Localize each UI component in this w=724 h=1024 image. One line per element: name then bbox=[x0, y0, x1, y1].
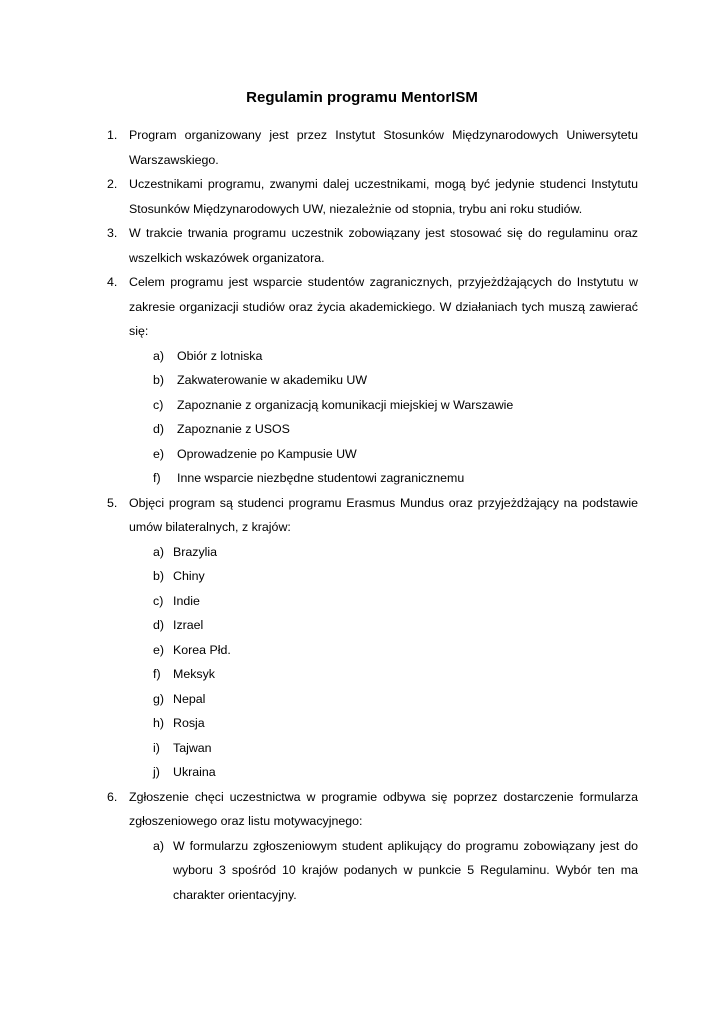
sub-item-label: d) bbox=[153, 618, 165, 632]
sub-item-label: a) bbox=[153, 838, 165, 853]
list-item bbox=[0, 172, 724, 221]
sub-item-text: Rosja bbox=[173, 716, 205, 730]
sub-item-text: Indie bbox=[173, 593, 200, 608]
page-title: Regulamin programu MentorISM bbox=[246, 89, 478, 106]
sub-item-text: Meksyk bbox=[173, 667, 215, 681]
list-item bbox=[0, 785, 724, 834]
sub-item bbox=[0, 736, 724, 761]
sub-item-text: Ukraina bbox=[173, 765, 216, 779]
sub-item-label: a) bbox=[153, 544, 165, 559]
item-number: 2. bbox=[107, 177, 118, 191]
sub-item bbox=[0, 540, 724, 565]
sub-item bbox=[0, 687, 724, 712]
sub-item-label: i) bbox=[153, 740, 160, 755]
sub-item-label: e) bbox=[153, 642, 165, 657]
item-number: 1. bbox=[107, 128, 118, 142]
sub-item bbox=[0, 711, 724, 736]
sub-item-text: Inne wsparcie niezbędne studentowi zagranicznemu bbox=[177, 471, 465, 485]
sub-item-label: d) bbox=[153, 422, 165, 436]
sub-item bbox=[0, 393, 724, 418]
sub-item-text: Zapoznanie z organizacją komunikacji miejskiej w Warszawie bbox=[177, 397, 514, 412]
item-text: Objęci program są studenci programu Erasmus Mundus oraz przyjeżdżający na podstawie umów bilateralnych, z krajów: bbox=[129, 495, 638, 534]
item-text: W trakcie trwania programu uczestnik zobowiązany jest stosować się do regulaminu oraz wszelkich wskazówek organizatora. bbox=[129, 226, 638, 265]
list-item bbox=[0, 123, 724, 172]
item-number: 6. bbox=[107, 789, 118, 804]
list-item bbox=[0, 270, 724, 344]
sub-item bbox=[0, 344, 724, 369]
sub-item bbox=[0, 417, 724, 442]
item-number: 3. bbox=[107, 226, 118, 240]
sub-item bbox=[0, 466, 724, 491]
sub-item-text: Obiór z lotniska bbox=[177, 348, 263, 363]
sub-item bbox=[0, 834, 724, 908]
sub-item-text: Korea Płd. bbox=[173, 642, 231, 657]
sub-item bbox=[0, 613, 724, 638]
sub-item bbox=[0, 638, 724, 663]
sub-item-label: f) bbox=[153, 471, 161, 485]
list-item bbox=[0, 221, 724, 270]
item-number: 4. bbox=[107, 275, 118, 289]
item-number: 5. bbox=[107, 495, 118, 510]
sub-item-label: a) bbox=[153, 348, 165, 363]
item-text: Celem programu jest wsparcie studentów zagranicznych, przyjeżdżających do Instytutu w zakresie organizacji studiów oraz życia akademickiego. W działaniach tych muszą zawierać się: bbox=[129, 275, 638, 338]
sub-item-label: g) bbox=[153, 691, 165, 706]
sub-item-label: f) bbox=[153, 667, 161, 681]
sub-item-label: e) bbox=[153, 446, 165, 461]
item-text: Zgłoszenie chęci uczestnictwa w programie odbywa się poprzez dostarczenie formularza zgłoszeniowego oraz listu motywacyjnego: bbox=[129, 789, 638, 828]
item-text: Program organizowany jest przez Instytut Stosunków Międzynarodowych Uniwersytetu Warszawskiego. bbox=[129, 128, 638, 167]
sub-item-label: b) bbox=[153, 373, 165, 387]
list-item bbox=[0, 491, 724, 540]
regulations-list bbox=[0, 123, 724, 907]
sub-item-text: Oprowadzenie po Kampusie UW bbox=[177, 446, 357, 461]
sub-item-label: c) bbox=[153, 397, 164, 412]
sub-item bbox=[0, 442, 724, 467]
sub-item-text: Tajwan bbox=[173, 740, 212, 755]
sub-item bbox=[0, 662, 724, 687]
sub-item-label: j) bbox=[153, 765, 160, 779]
sub-item-label: b) bbox=[153, 569, 165, 583]
sub-item-text: Zapoznanie z USOS bbox=[177, 422, 290, 436]
sub-item-text: Brazylia bbox=[173, 544, 218, 559]
sub-item bbox=[0, 760, 724, 785]
sub-item bbox=[0, 564, 724, 589]
sub-item-text: W formularzu zgłoszeniowym student aplikujący do programu zobowiązany jest do wyboru 3 spośród 10 krajów podanych w punkcie 5 Regulaminu. Wybór ten ma charakter orientacyjny. bbox=[173, 838, 638, 902]
sub-item-text: Chiny bbox=[173, 569, 205, 583]
item-text: Uczestnikami programu, zwanymi dalej uczestnikami, mogą być jedynie studenci Instytutu Stosunków Międzynarodowych UW, niezależnie od stopnia, trybu ani roku studiów. bbox=[129, 177, 638, 216]
sub-item bbox=[0, 589, 724, 614]
sub-item-text: Nepal bbox=[173, 691, 206, 706]
sub-item-text: Zakwaterowanie w akademiku UW bbox=[177, 373, 368, 387]
sub-item-label: c) bbox=[153, 593, 164, 608]
sub-item-label: h) bbox=[153, 716, 165, 730]
sub-item-text: Izrael bbox=[173, 618, 204, 632]
sub-item bbox=[0, 368, 724, 393]
